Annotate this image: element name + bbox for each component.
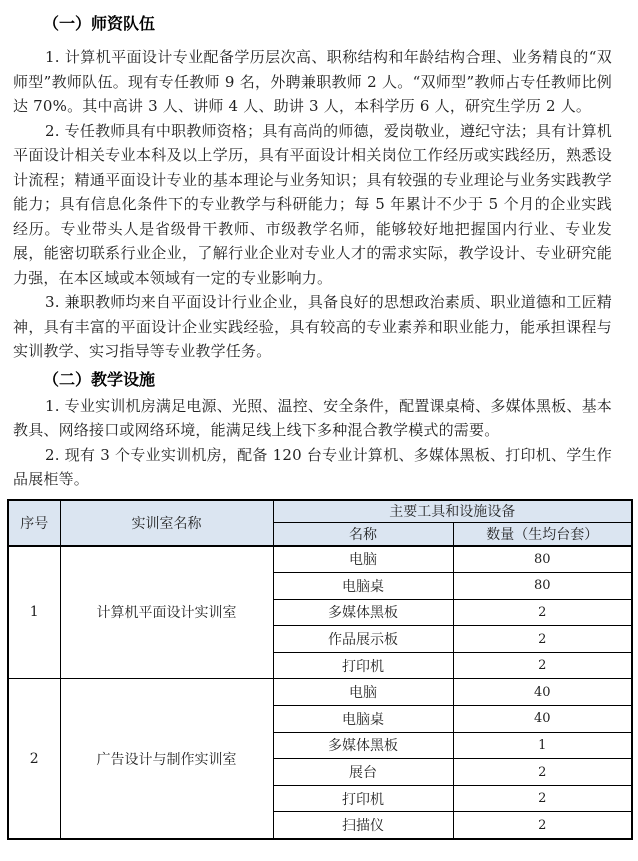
header-cell-quantity: 数量（生均台套） (453, 522, 632, 546)
item-name-cell: 电脑 (273, 679, 453, 706)
item-name-cell: 电脑 (273, 546, 453, 573)
document-text (13, 0, 612, 492)
item-qty-cell: 2 (453, 785, 632, 812)
item-name-cell: 多媒体黑板 (273, 599, 453, 626)
section-1-paragraph-1: 1. 计算机平面设计专业配备学历层次高、职称结构和年龄结构合理、业务精良的“双师型”教师队伍。现有专任教师 9 名，外聘兼职教师 2 人。“双师型”教师占专任教师比例达 70%。其中高讲 3 人、讲师 4 人、助讲 3 人，本科学历 6 人，研究生学历 2 人。 (13, 48, 612, 115)
section-2-heading: （二）教学设施 (43, 369, 156, 389)
item-name-cell: 电脑桌 (273, 573, 453, 600)
section-1-paragraph-2: 2. 专任教师具有中职教师资格；具有高尚的师德，爱岗敬业，遵纪守法；具有计算机平面设计相关专业本科及以上学历，具有平面设计相关岗位工作经历或实践经历，熟悉设计流程；精通平面设计专业的基本理论与业务知识；具有较强的专业理论与业务实践教学能力；具有信息化条件下的专业教学与科研能力；每 5 年累计不少于 5 个月的企业实践经历。专业带头人是省级骨干教师、市级教学名师，能够较好地把握国内行业、专业发展，能密切联系行业企业，了解行业企业对专业人才的需求实际，教学设计、专业研究能力强，在本区域或本领域有一定的专业影响力。 (13, 121, 612, 287)
facilities-table-header (8, 500, 632, 546)
item-qty-cell: 80 (453, 573, 632, 600)
section-1-paragraph-3: 3. 兼职教师均来自平面设计行业企业，具备良好的思想政治素质、职业道德和工匠精神，具有丰富的平面设计企业实践经验，具有较高的专业素养和职业能力，能承担课程与实训教学、实习指导等专业教学任务。 (13, 293, 612, 360)
index-cell: 1 (8, 546, 60, 679)
header-cell-index: 序号 (8, 500, 60, 546)
item-name-cell: 扫描仪 (273, 812, 453, 839)
table-row (8, 679, 632, 706)
item-name-cell: 展台 (273, 759, 453, 786)
header-cell-name: 名称 (273, 522, 453, 546)
room-cell: 广告设计与制作实训室 (60, 679, 273, 839)
index-cell: 2 (8, 679, 60, 839)
header-cell-room: 实训室名称 (60, 500, 273, 546)
section-1-heading: （一）师资队伍 (43, 14, 156, 33)
item-qty-cell: 2 (453, 652, 632, 679)
item-qty-cell: 2 (453, 599, 632, 626)
section-2-paragraph-2: 2. 现有 3 个专业实训机房，配备 120 台专业计算机、多媒体黑板、打印机、学生作品展柜等。 (13, 445, 612, 488)
header-cell-tools-group: 主要工具和设施设备 (273, 500, 632, 523)
facilities-table (7, 499, 633, 841)
item-qty-cell: 80 (453, 546, 632, 573)
item-name-cell: 打印机 (273, 652, 453, 679)
item-name-cell: 多媒体黑板 (273, 732, 453, 759)
item-qty-cell: 2 (453, 759, 632, 786)
item-name-cell: 作品展示板 (273, 626, 453, 653)
item-qty-cell: 2 (453, 812, 632, 839)
item-qty-cell: 40 (453, 679, 632, 706)
item-qty-cell: 2 (453, 626, 632, 653)
section-2-paragraph-1: 1. 专业实训机房满足电源、光照、温控、安全条件，配置课桌椅、多媒体黑板、基本教具、网络接口或网络环境，能满足线上线下多种混合教学模式的需要。 (13, 396, 612, 439)
item-qty-cell: 40 (453, 706, 632, 733)
item-name-cell: 打印机 (273, 785, 453, 812)
item-qty-cell: 1 (453, 732, 632, 759)
item-name-cell: 电脑桌 (273, 706, 453, 733)
room-cell: 计算机平面设计实训室 (60, 546, 273, 679)
table-row (8, 546, 632, 573)
header-row-1 (8, 500, 632, 523)
